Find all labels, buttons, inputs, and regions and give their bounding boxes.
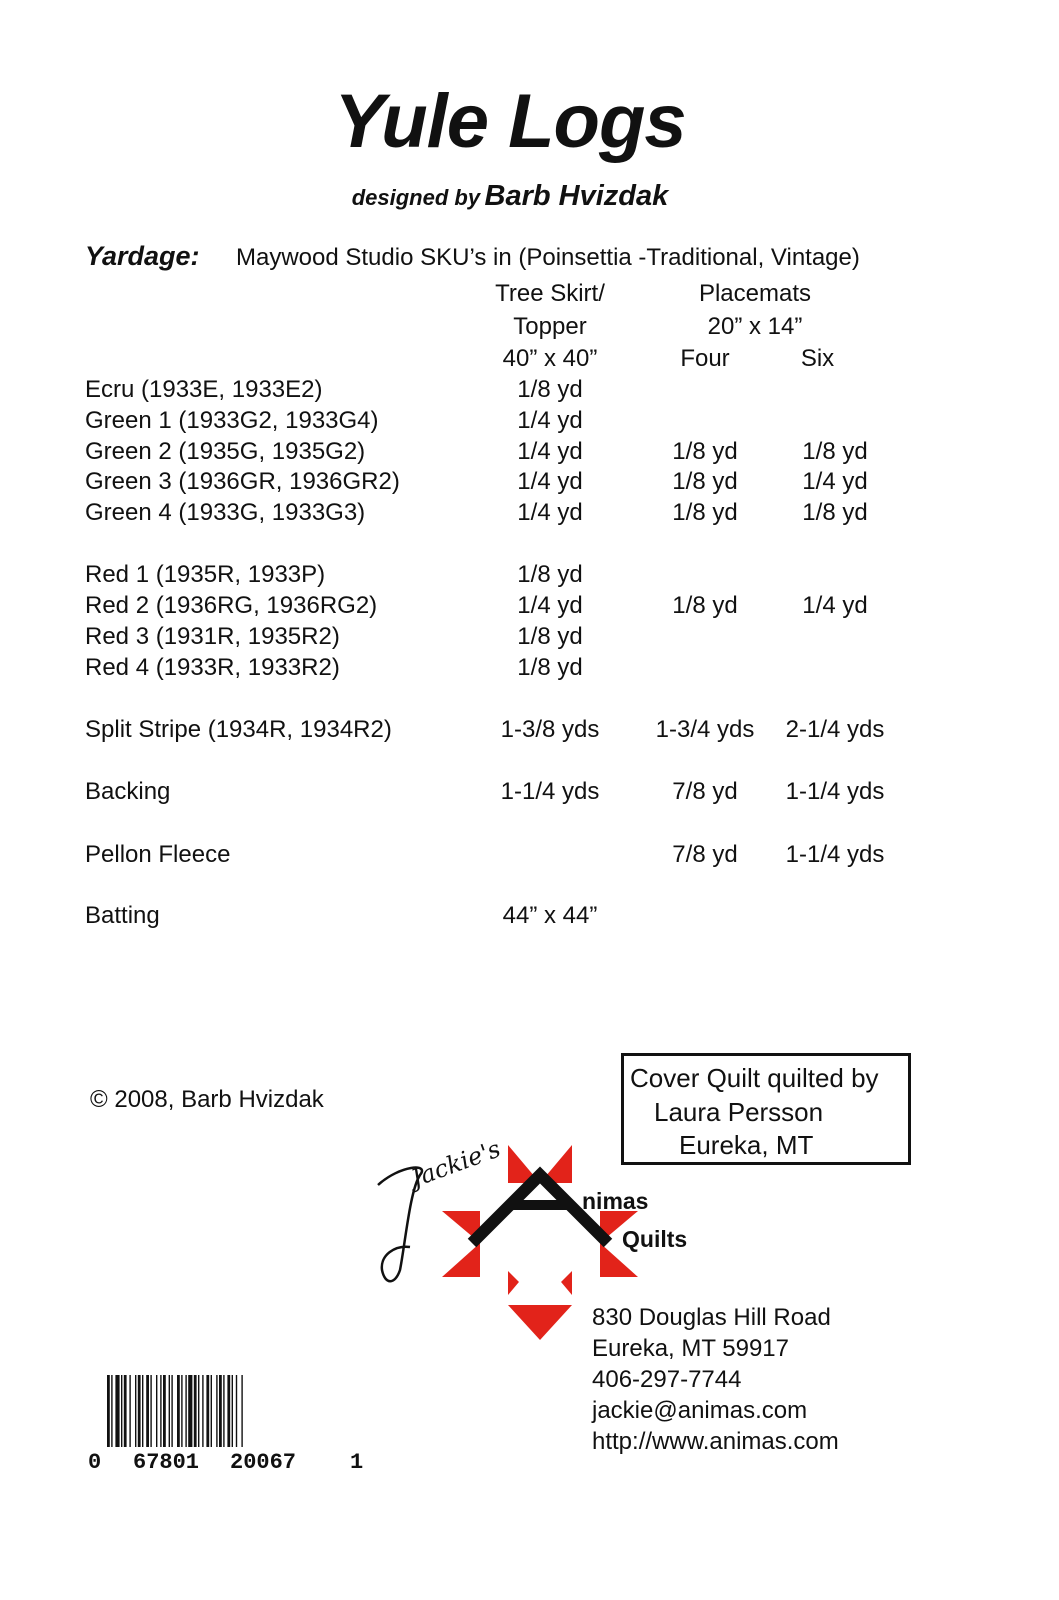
address-phone: 406-297-7744 xyxy=(592,1366,742,1393)
cell-four: 7/8 yd xyxy=(672,778,738,805)
cell-tree-skirt: 1/8 yd xyxy=(517,376,583,403)
byline xyxy=(0,180,1020,213)
cell-tree-skirt: 1/8 yd xyxy=(517,654,583,681)
row-label: Pellon Fleece xyxy=(85,841,231,868)
cell-tree-skirt: 1/4 yd xyxy=(517,592,583,619)
row-label: Batting xyxy=(85,902,160,929)
cell-tree-skirt: 1-3/8 yds xyxy=(500,716,600,743)
cover-credit-line: Cover Quilt quilted by xyxy=(630,1063,879,1093)
row-label: Ecru (1933E, 1933E2) xyxy=(85,376,323,403)
row-label: Green 3 (1936GR, 1936GR2) xyxy=(85,468,400,495)
cell-six: 2-1/4 yds xyxy=(785,716,885,743)
yardage-description: Maywood Studio SKU’s in (Poinsettia -Traditional, Vintage) xyxy=(236,244,860,271)
address-street: 830 Douglas Hill Road xyxy=(592,1304,831,1331)
cell-four: 7/8 yd xyxy=(672,841,738,868)
header-tree-skirt-size: 40” x 40” xyxy=(502,345,598,372)
byline-author: Barb Hvizdak xyxy=(484,180,669,212)
barcode-right-digit: 1 xyxy=(350,1450,364,1475)
header-six: Six xyxy=(800,345,835,372)
header-four: Four xyxy=(680,345,730,372)
byline-prefix: designed by xyxy=(351,185,481,210)
cell-four: 1-3/4 yds xyxy=(655,716,755,743)
logo-script: Jackie's xyxy=(407,1135,505,1193)
logo-animas: nimas xyxy=(582,1188,649,1214)
cell-four: 1/8 yd xyxy=(672,438,738,465)
row-label: Red 1 (1935R, 1933P) xyxy=(85,561,326,588)
page-title: Yule Logs xyxy=(334,79,686,164)
row-label: Red 2 (1936RG, 1936RG2) xyxy=(85,592,378,619)
address-email[interactable]: jackie@animas.com xyxy=(592,1397,808,1424)
address-website[interactable]: http://www.animas.com xyxy=(592,1428,839,1455)
cell-tree-skirt: 1/4 yd xyxy=(517,407,583,434)
cell-four: 1/8 yd xyxy=(672,499,738,526)
address-city: Eureka, MT 59917 xyxy=(592,1335,790,1362)
cover-credit-quilter: Laura Persson xyxy=(654,1097,824,1127)
row-label: Green 2 (1935G, 1935G2) xyxy=(85,438,366,465)
cover-credit-location: Eureka, MT xyxy=(679,1130,814,1160)
cell-four: 1/8 yd xyxy=(672,468,738,495)
barcode-group-1: 67801 xyxy=(133,1450,200,1475)
row-label: Red 4 (1933R, 1933R2) xyxy=(85,654,340,681)
cell-six: 1/8 yd xyxy=(802,499,868,526)
barcode-group-2: 20067 xyxy=(230,1450,297,1475)
cell-tree-skirt: 1/8 yd xyxy=(517,623,583,650)
cell-tree-skirt: 1/4 yd xyxy=(517,468,583,495)
cell-tree-skirt: 1/8 yd xyxy=(517,561,583,588)
cell-tree-skirt: 1/4 yd xyxy=(517,499,583,526)
cell-tree-skirt: 44” x 44” xyxy=(502,902,598,929)
row-label: Red 3 (1931R, 1935R2) xyxy=(85,623,340,650)
row-label: Backing xyxy=(85,778,171,805)
copyright: © 2008, Barb Hvizdak xyxy=(90,1086,324,1113)
row-label: Green 4 (1933G, 1933G3) xyxy=(85,499,366,526)
row-label: Split Stripe (1934R, 1934R2) xyxy=(85,716,392,743)
header-tree-skirt-2: Topper xyxy=(513,313,587,340)
barcode-left-digit: 0 xyxy=(88,1450,102,1475)
header-tree-skirt-1: Tree Skirt/ xyxy=(495,280,605,307)
cell-four: 1/8 yd xyxy=(672,592,738,619)
yardage-label: Yardage: xyxy=(85,241,200,271)
barcode-icon xyxy=(107,1375,339,1447)
cell-tree-skirt: 1-1/4 yds xyxy=(500,778,600,805)
header-placemats-size: 20” x 14” xyxy=(707,313,803,340)
cell-six: 1-1/4 yds xyxy=(785,778,885,805)
header-placemats: Placemats xyxy=(698,280,812,307)
cell-six: 1-1/4 yds xyxy=(785,841,885,868)
logo-quilts: Quilts xyxy=(622,1226,688,1252)
cell-tree-skirt: 1/4 yd xyxy=(517,438,583,465)
cell-six: 1/4 yd xyxy=(802,468,868,495)
row-label: Green 1 (1933G2, 1933G4) xyxy=(85,407,379,434)
cell-six: 1/4 yd xyxy=(802,592,868,619)
cell-six: 1/8 yd xyxy=(802,438,868,465)
